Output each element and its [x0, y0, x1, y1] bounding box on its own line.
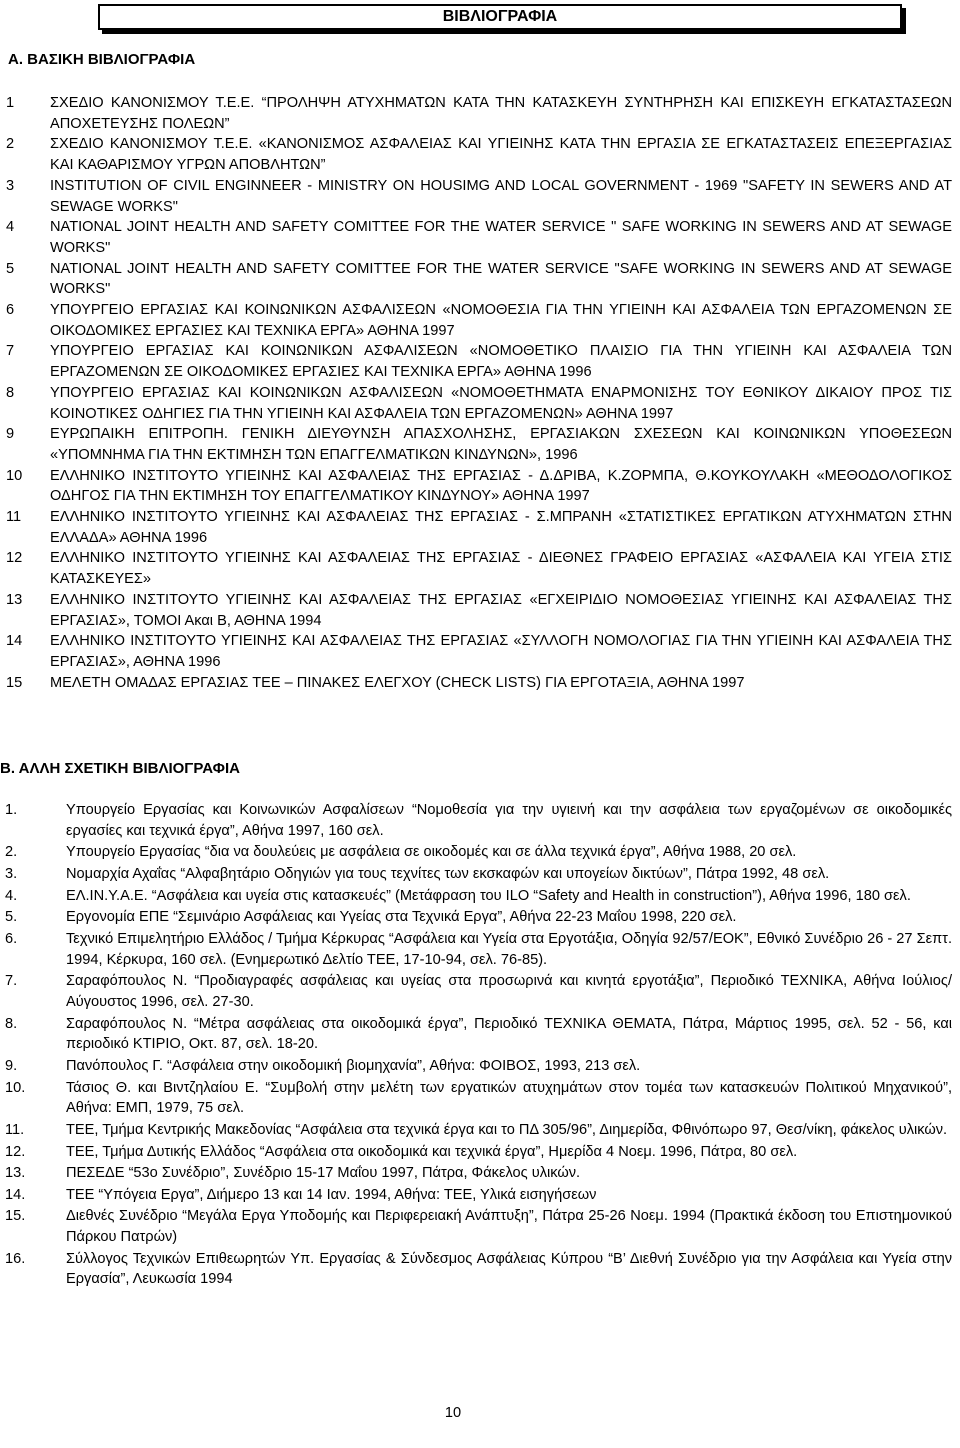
list-item-text: Πανόπουλος Γ. “Ασφάλεια στην οικοδομική βιομηχανία”, Αθήνα: ΦΟΙΒΟΣ, 1993, 213 σελ. — [66, 1057, 641, 1074]
list-item-number: 1. — [5, 802, 18, 818]
list-item — [0, 800, 960, 842]
list-item — [0, 907, 960, 928]
list-item — [0, 886, 960, 907]
list-item — [0, 673, 960, 694]
list-item — [0, 134, 960, 175]
list-item — [0, 864, 960, 885]
list-item-text: ΕΛΛΗΝΙΚΟ ΙΝΣΤΙΤΟΥΤΟ ΥΓΙΕΙΝΗΣ ΚΑΙ ΑΣΦΑΛΕΙΑΣ ΤΗΣ ΕΡΓΑΣΙΑΣ «ΕΓΧΕΙΡΙΔΙΟ ΝΟΜΟΘΕΣΙΑΣ ΥΓΙΕΙΝΗΣ ΚΑΙ ΑΣΦΑΛΕΙΑΣ ΤΗΣ ΕΡΓΑΣΙΑΣ», ΤΟΜΟΙ Ακαι Β, ΑΘΗΝΑ 1994 — [50, 591, 952, 629]
list-item — [0, 1142, 960, 1163]
section-b-heading: Β. ΑΛΛΗ ΣΧΕΤΙΚΗ ΒΙΒΛΙΟΓΡΑΦΙΑ — [0, 760, 240, 777]
list-item-text: ΕΛ.ΙΝ.Υ.Α.Ε. “Ασφάλεια και υγεία στις κατασκευές” (Μετάφραση του ILO “Safety and Health in construction”), Αθήνα 1996, 180 σελ. — [66, 887, 911, 904]
page-title-text: ΒΙΒΛΙΟΓΡΑΦΙΑ — [442, 8, 558, 25]
list-item-number: 13 — [6, 591, 23, 608]
list-item-text: ΕΛΛΗΝΙΚΟ ΙΝΣΤΙΤΟΥΤΟ ΥΓΙΕΙΝΗΣ ΚΑΙ ΑΣΦΑΛΕΙΑΣ ΤΗΣ ΕΡΓΑΣΙΑΣ «ΣΥΛΛΟΓΗ ΝΟΜΟΛΟΓΙΑΣ ΓΙΑ ΤΗΝ ΥΓΙΕΙΝΗ ΚΑΙ ΑΣΦΑΛΕΙΑ ΤΗΣ ΕΡΓΑΣΙΑΣ», ΑΘΗΝΑ 1996 — [50, 633, 952, 670]
list-item-text: Υπουργείο Εργασίας και Κοινωνικών Ασφαλίσεων “Νομοθεσία για την υγιεινή και την ασφάλεια των εργαζομένων σε οικοδομικές εργασίες και τεχνικά έργα”, Αθήνα 1997, 160 σελ. — [66, 802, 952, 839]
list-item-text: ΣΧΕΔΙΟ ΚΑΝΟΝΙΣΜΟΥ Τ.Ε.Ε. «ΚΑΝΟΝΙΣΜΟΣ ΑΣΦΑΛΕΙΑΣ ΚΑΙ ΥΓΙΕΙΝΗΣ ΚΑΤΑ ΤΗΝ ΕΡΓΑΣΙΑ ΣΕ ΕΓΚΑΤΑΣΤΑΣΕΙΣ ΕΠΕΞΕΡΓΑΣΙΑΣ ΚΑΙ ΚΑΘΑΡΙΣΜΟΥ ΥΓΡΩΝ ΑΠΟΒΛΗΤΩΝ” — [50, 136, 952, 174]
list-item-text: INSTITUTION OF CIVIL ENGINNEER - MINISTRY ON HOUSIMG AND LOCAL GOVERNMENT - 1969 "SAFETY IN SEWERS AND AT SEWAGE WORKS" — [50, 177, 952, 215]
list-item — [0, 259, 960, 300]
list-item-text: Υπουργείο Εργασίας “δια να δουλεύεις με ασφάλεια σε οικοδομές και σε άλλα τεχνικά έργα”, Αθήνα 1988, 20 σελ. — [66, 844, 797, 861]
list-item-text: ΤΕΕ, Τμήμα Δυτικής Ελλάδος “Ασφάλεια στα οικοδομικά και τεχνικά έργα”, Ημερίδα 4 Νοεμ. 1996, Πάτρα, 80 σελ. — [66, 1143, 798, 1160]
list-item — [0, 176, 960, 217]
list-item — [0, 383, 960, 424]
list-item-number: 15 — [6, 674, 23, 691]
list-item-number: 16. — [5, 1250, 26, 1267]
list-item — [0, 507, 960, 548]
list-item-number: 12. — [5, 1143, 26, 1160]
list-item-text: ΕΥΡΩΠΑΙΚΗ ΕΠΙΤΡΟΠΗ. ΓΕΝΙΚΗ ΔΙΕΥΘΥΝΣΗ ΑΠΑΣΧΟΛΗΣΗΣ, ΕΡΓΑΣΙΑΚΩΝ ΣΧΕΣΕΩΝ ΚΑΙ ΚΟΙΝΩΝΙΚΩΝ ΥΠΟΘΕΣΕΩΝ «ΥΠΟΜΝΗΜΑ ΓΙΑ ΤΗΝ ΕΚΤΙΜΗΣΗ ΤΩΝ ΕΠΑΓΓΕΛΜΑΤΙΚΩΝ ΚΙΝΔΥΝΩΝ», 1996 — [50, 426, 952, 463]
list-item-text: ΤΕΕ “Υπόγεια Εργα”, Διήμερο 13 και 14 Ιαν. 1994, Αθήνα: ΤΕΕ, Υλικά εισηγήσεων — [66, 1186, 597, 1203]
list-item-text: Τεχνικό Επιμελητήριο Ελλάδος / Τμήμα Κέρκυρας “Ασφάλεια και Υγεία στα Εργοτάξια, Οδηγία 92/57/ΕΟΚ”, Εθνικό Συνέδριο 26 - 27 Σεπτ. 1994, Κέρκυρα, 160 σελ. (Ενημερωτικό Δελτίο ΤΕΕ, 17-10-94, σελ. 76-85). — [66, 930, 952, 968]
section-b-list — [0, 800, 960, 1291]
section-a-heading: Α. ΒΑΣΙΚΗ ΒΙΒΛΙΟΓΡΑΦΙΑ — [8, 51, 196, 68]
list-item-number: 8 — [6, 384, 15, 401]
list-item-number: 5. — [5, 909, 18, 926]
list-item-number: 9 — [6, 426, 15, 443]
list-item — [0, 929, 960, 971]
list-item-number: 15. — [5, 1208, 26, 1225]
list-item — [0, 590, 960, 631]
list-item — [0, 1056, 960, 1077]
list-item — [0, 1185, 960, 1206]
list-item — [0, 1120, 960, 1141]
list-item-text: ΕΛΛΗΝΙΚΟ ΙΝΣΤΙΤΟΥΤΟ ΥΓΙΕΙΝΗΣ ΚΑΙ ΑΣΦΑΛΕΙΑΣ ΤΗΣ ΕΡΓΑΣΙΑΣ - Δ.ΔΡΙΒΑ, Κ.ΖΟΡΜΠΑ, Θ.ΚΟΥΚΟΥΛΑΚΗ «ΜΕΘΟΔΟΛΟΓΙΚΟΣ ΟΔΗΓΟΣ ΓΙΑ ΤΗΝ ΕΚΤΙΜΗΣΗ ΤΟΥ ΕΠΑΓΓΕΛΜΑΤΙΚΟΥ ΚΙΝΔΥΝΟΥ» ΑΘΗΝΑ 1997 — [50, 467, 952, 505]
list-item-text: Τάσιος Θ. και Βιντζηλαίου Ε. “Συμβολή στην μελέτη των εργατικών ατυχημάτων στον τομέα των κατασκευών Πολιτικού Μηχανικού”, Αθήνα: ΕΜΠ, 1979, 75 σελ. — [66, 1079, 952, 1117]
list-item — [0, 300, 960, 341]
list-item — [0, 1163, 960, 1184]
list-item-number: 7. — [5, 973, 18, 990]
list-item — [0, 971, 960, 1013]
list-item-number: 4. — [5, 887, 18, 904]
list-item-text: Διεθνές Συνέδριο “Μεγάλα Εργα Υποδομής και Περιφερειακή Ανάπτυξη”, Πάτρα 25-26 Νοεμ. 1994 (Πρακτικά έκδοση του Επιστημονικού Πάρκου Πατρών) — [66, 1208, 952, 1246]
list-item — [0, 1014, 960, 1056]
list-item-number: 2. — [5, 844, 18, 861]
list-item-text: Σύλλογος Τεχνικών Επιθεωρητών Υπ. Εργασίας & Σύνδεσμος Ασφάλειας Κύπρου “Β’ Διεθνή Συνέδριο για την Ασφάλεια και Υγεία στην Εργασία”, Λευκωσία 1994 — [66, 1250, 952, 1288]
list-item-number: 11. — [5, 1121, 25, 1138]
list-item-text: Σαραφόπουλος Ν. “Μέτρα ασφάλειας στα οικοδομικά έργα”, Περιοδικό ΤΕΧΝΙΚΑ ΘΕΜΑΤΑ, Πάτρα, Μάρτιος 1995, σελ. 52 - 56, και περιοδικό ΚΤΙΡΙΟ, Οκτ. 87, σελ. 18-20. — [66, 1015, 952, 1053]
list-item-text: Νομαρχία Αχαΐας “Αλφαβητάριο Οδηγιών για τους τεχνίτες των εκσκαφών και υπογείων δικτύων”, Πάτρα 1992, 48 σελ. — [66, 865, 830, 882]
list-item-number: 8. — [5, 1015, 18, 1032]
list-item-number: 6. — [5, 930, 18, 947]
page-number: 10 — [444, 1405, 462, 1421]
list-item-number: 6 — [6, 302, 15, 319]
list-item — [0, 631, 960, 672]
list-item-number: 5 — [6, 260, 15, 277]
list-item-text: NATIONAL JOINT HEALTH AND SAFETY COMITTEE FOR THE WATER SERVICE " SAFE WORKING IN SEWERS AND AT SEWAGE WORKS" — [50, 219, 952, 256]
list-item-number: 3 — [6, 177, 15, 194]
list-item-text: ΤΕΕ, Τμήμα Κεντρικής Μακεδονίας “Ασφάλεια στα τεχνικά έργα και το ΠΔ 305/96”, Διημερίδα, Φθινόπωρο 97, Θεσ/νίκη, φάκελος υλικών. — [66, 1121, 948, 1138]
list-item-number: 1 — [6, 95, 15, 111]
list-item-text: ΕΛΛΗΝΙΚΟ ΙΝΣΤΙΤΟΥΤΟ ΥΓΙΕΙΝΗΣ ΚΑΙ ΑΣΦΑΛΕΙΑΣ ΤΗΣ ΕΡΓΑΣΙΑΣ - ΔΙΕΘΝΕΣ ΓΡΑΦΕΙΟ ΕΡΓΑΣΙΑΣ «ΑΣΦΑΛΕΙΑ ΚΑΙ ΥΓΕΙΑ ΣΤΙΣ ΚΑΤΑΣΚΕΥΕΣ» — [50, 550, 952, 588]
section-a-list — [0, 93, 960, 693]
list-item-number: 2 — [6, 136, 15, 153]
list-item-text: ΜΕΛΕΤΗ ΟΜΑΔΑΣ ΕΡΓΑΣΙΑΣ ΤΕΕ – ΠΙΝΑΚΕΣ ΕΛΕΓΧΟΥ (CHECK LISTS) ΓΙΑ ΕΡΓΟΤΑΞΙΑ, ΑΘΗΝΑ 1997 — [50, 674, 745, 691]
list-item — [0, 424, 960, 465]
list-item-number: 9. — [5, 1057, 18, 1074]
list-item — [0, 1078, 960, 1120]
list-item-number: 13. — [5, 1165, 26, 1182]
list-item-number: 7 — [6, 343, 15, 360]
list-item — [0, 217, 960, 258]
page-title — [98, 4, 902, 30]
list-item-number: 10. — [5, 1079, 26, 1096]
list-item-text: ΥΠΟΥΡΓΕΙΟ ΕΡΓΑΣΙΑΣ ΚΑΙ ΚΟΙΝΩΝΙΚΩΝ ΑΣΦΑΛΙΣΕΩΝ «ΝΟΜΟΘΕΤΙΚΟ ΠΛΑΙΣΙΟ ΓΙΑ ΤΗΝ ΥΓΙΕΙΝΗ ΚΑΙ ΑΣΦΑΛΕΙΑ ΤΩΝ ΕΡΓΑΖΟΜΕΝΩΝ ΣΕ ΟΙΚΟΔΟΜΙΚΕΣ ΕΡΓΑΣΙΕΣ ΚΑΙ ΤΕΧΝΙΚΑ ΕΡΓΑ» ΑΘΗΝΑ 1996 — [50, 343, 952, 381]
list-item-number: 10 — [6, 467, 23, 484]
list-item-text: ΣΧΕΔΙΟ ΚΑΝΟΝΙΣΜΟΥ Τ.Ε.Ε. “ΠΡΟΛΗΨΗ ΑΤΥΧΗΜΑΤΩΝ ΚΑΤΑ ΤΗΝ ΚΑΤΑΣΚΕΥΗ ΣΥΝΤΗΡΗΣΗ ΚΑΙ ΕΠΙΣΚΕΥΗ ΕΓΚΑΤΑΣΤΑΣΕΩΝ ΑΠΟΧΕΤΕΥΣΗΣ ΠΟΛΕΩΝ” — [50, 95, 952, 132]
list-item-number: 12 — [6, 550, 23, 567]
list-item-text: NATIONAL JOINT HEALTH AND SAFETY COMITTEE FOR THE WATER SERVICE "SAFE WORKING IN SEWERS AND AT SEWAGE WORKS" — [50, 260, 952, 298]
list-item-text: ΥΠΟΥΡΓΕΙΟ ΕΡΓΑΣΙΑΣ ΚΑΙ ΚΟΙΝΩΝΙΚΩΝ ΑΣΦΑΛΙΣΕΩΝ «ΝΟΜΟΘΕΣΙΑ ΓΙΑ ΤΗΝ ΥΓΙΕΙΝΗ ΚΑΙ ΑΣΦΑΛΕΙΑ ΤΩΝ ΕΡΓΑΖΟΜΕΝΩΝ ΣΕ ΟΙΚΟΔΟΜΙΚΕΣ ΕΡΓΑΣΙΕΣ ΚΑΙ ΤΕΧΝΙΚΑ ΕΡΓΑ» ΑΘΗΝΑ 1997 — [50, 302, 952, 339]
list-item-number: 4 — [6, 219, 15, 236]
list-item-text: ΕΛΛΗΝΙΚΟ ΙΝΣΤΙΤΟΥΤΟ ΥΓΙΕΙΝΗΣ ΚΑΙ ΑΣΦΑΛΕΙΑΣ ΤΗΣ ΕΡΓΑΣΙΑΣ - Σ.ΜΠΡΑΝΗ «ΣΤΑΤΙΣΤΙΚΕΣ ΕΡΓΑΤΙΚΩΝ ΑΤΥΧΗΜΑΤΩΝ ΣΤΗΝ ΕΛΛΑΔΑ» ΑΘΗΝΑ 1996 — [50, 509, 952, 546]
list-item-text: Εργονομία ΕΠΕ “Σεμινάριο Ασφάλειας και Υγείας στα Τεχνικά Εργα”, Αθήνα 22-23 Μαΐου 1998, 220 σελ. — [66, 909, 737, 926]
list-item — [0, 93, 960, 134]
list-item-number: 14 — [6, 633, 23, 650]
list-item — [0, 341, 960, 382]
list-item — [0, 1249, 960, 1291]
list-item-text: ΠΕΣΕΔΕ “53ο Συνέδριο”, Συνέδριο 15-17 Μαΐου 1997, Πάτρα, Φάκελος υλικών. — [66, 1165, 581, 1182]
list-item-number: 14. — [5, 1186, 26, 1203]
list-item — [0, 1206, 960, 1248]
list-item-number: 3. — [5, 865, 18, 882]
list-item — [0, 842, 960, 863]
list-item — [0, 466, 960, 507]
list-item-text: ΥΠΟΥΡΓΕΙΟ ΕΡΓΑΣΙΑΣ ΚΑΙ ΚΟΙΝΩΝΙΚΩΝ ΑΣΦΑΛΙΣΕΩΝ «ΝΟΜΟΘΕΤΗΜΑΤΑ ΕΝΑΡΜΟΝΙΣΗΣ ΤΟΥ ΕΘΝΙΚΟΥ ΔΙΚΑΙΟΥ ΠΡΟΣ ΤΙΣ ΚΟΙΝΟΤΙΚΕΣ ΟΔΗΓΙΕΣ ΓΙΑ ΤΗΝ ΥΓΙΕΙΝΗ ΚΑΙ ΑΣΦΑΛΕΙΑ ΤΩΝ ΕΡΓΑΖΟΜΕΝΩΝ» ΑΘΗΝΑ 1997 — [50, 384, 952, 422]
list-item-text: Σαραφόπουλος Ν. “Προδιαγραφές ασφάλειας και υγείας στα προσωρινά και κινητά εργοτάξια”, Περιοδικό ΤΕΧΝΙΚΑ, Αθήνα Ιούλιος/Αύγουστος 1996, σελ. 27-30. — [66, 973, 952, 1010]
list-item-number: 11 — [6, 509, 22, 526]
list-item — [0, 548, 960, 589]
